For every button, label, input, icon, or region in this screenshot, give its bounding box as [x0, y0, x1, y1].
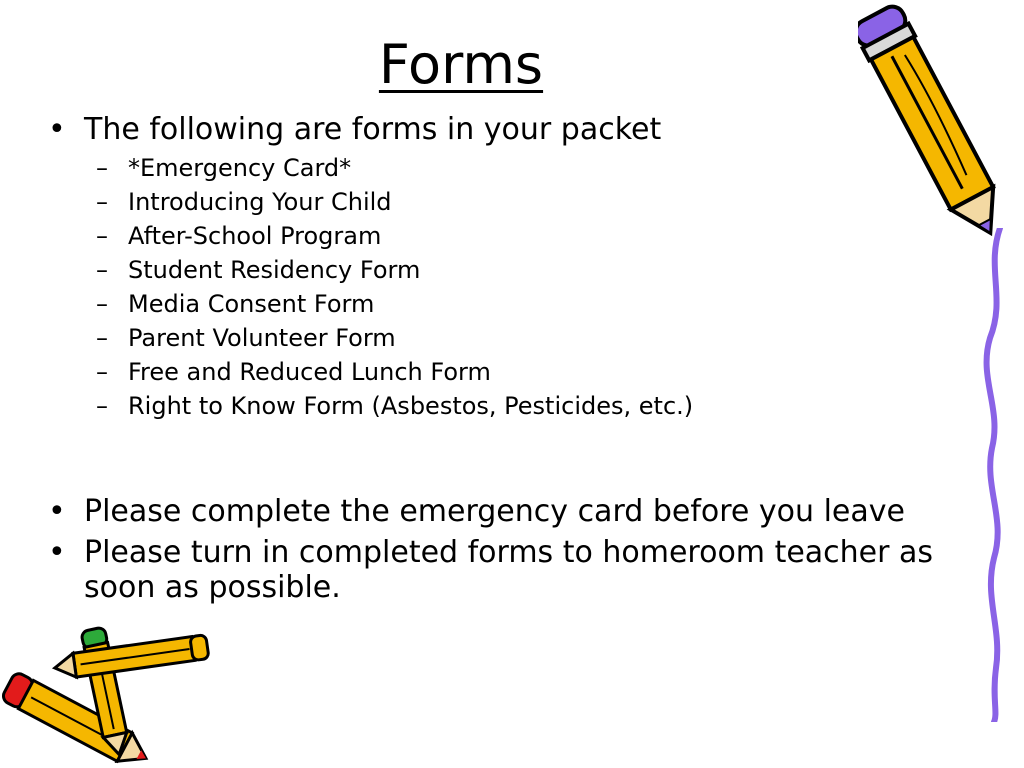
sub-dash: – [96, 324, 108, 352]
bullet-text: Please complete the emergency card before you leave [84, 494, 905, 529]
sub-item-text: Media Consent Form [128, 290, 375, 318]
bullet-text: Please turn in completed forms to homeroom teacher as soon as possible. [84, 535, 934, 605]
sub-dash: – [96, 154, 108, 182]
sub-dash: – [96, 392, 108, 420]
pencils-icon [0, 618, 210, 766]
bullet-text: The following are forms in your packet [84, 112, 662, 147]
sub-item-text: After-School Program [128, 222, 382, 250]
sub-dash: – [96, 290, 108, 318]
sub-item-text: Introducing Your Child [128, 188, 392, 216]
slide-title-text: Forms [378, 33, 544, 96]
pencil-icon [858, 0, 1008, 250]
sub-dash: – [96, 256, 108, 284]
sub-item-text: Free and Reduced Lunch Form [128, 358, 491, 386]
sub-item-text: Parent Volunteer Form [128, 324, 396, 352]
bullet-dot: • [48, 494, 66, 529]
sub-item-text: Student Residency Form [128, 256, 421, 284]
sub-dash: – [96, 358, 108, 386]
bullet-dot: • [48, 535, 66, 570]
sub-dash: – [96, 222, 108, 250]
sub-dash: – [96, 188, 108, 216]
sub-item-text: *Emergency Card* [128, 154, 352, 182]
bullet-dot: • [48, 112, 66, 147]
squiggle-decoration [972, 228, 1012, 722]
sub-item-text: Right to Know Form (Asbestos, Pesticides, etc.) [128, 392, 694, 420]
slide-title [0, 30, 922, 100]
